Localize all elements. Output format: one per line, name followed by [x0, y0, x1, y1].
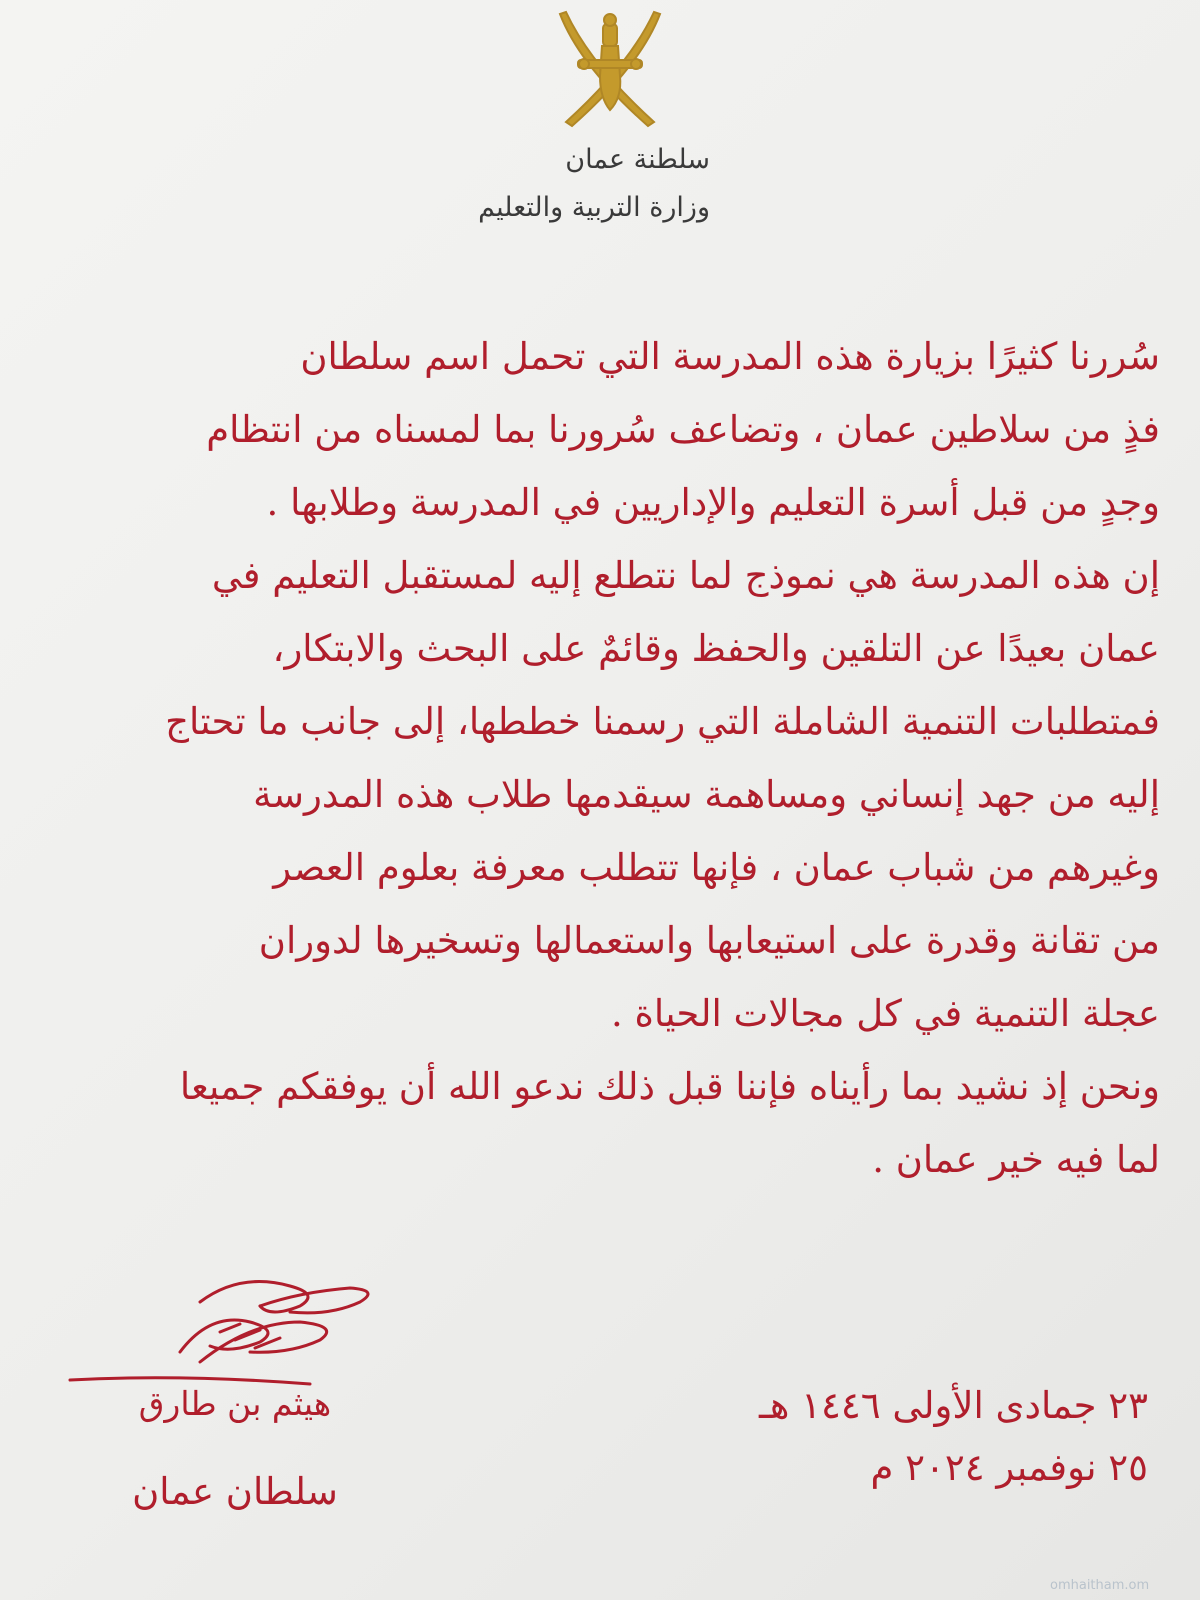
letter-line: عمان بعيدًا عن التلقين والحفظ وقائمٌ على البحث والابتكار،: [272, 627, 1160, 670]
oman-national-emblem-icon: [540, 6, 680, 134]
header-ministry: وزارة التربية والتعليم: [478, 192, 710, 223]
header-sultanate: سلطنة عمان: [565, 144, 710, 175]
letter-line: فمتطلبات التنمية الشاملة التي رسمنا خططها، إلى جانب ما تحتاج: [165, 700, 1160, 743]
date-hijri: ٢٣ جمادى الأولى ١٤٤٦ هـ: [759, 1384, 1148, 1427]
letter-body: [50, 320, 1160, 1196]
letter-line: سُررنا كثيرًا بزيارة هذه المدرسة التي تحمل اسم سلطان: [300, 335, 1160, 378]
letter-line: لما فيه خير عمان .: [872, 1138, 1160, 1181]
letter-line: وغيرهم من شباب عمان ، فإنها تتطلب معرفة بعلوم العصر: [273, 846, 1160, 889]
letter-line: فذٍ من سلاطين عمان ، وتضاعف سُرورنا بما لمسناه من انتظام: [206, 408, 1160, 451]
signer-name: هيثم بن طارق: [138, 1384, 332, 1423]
letter-line: من تقانة وقدرة على استيعابها واستعمالها وتسخيرها لدوران: [258, 919, 1160, 962]
letter-line: ونحن إذ نشيد بما رأيناه فإننا قبل ذلك ندعو الله أن يوفقكم جميعا: [179, 1065, 1160, 1108]
letter-line: وجدٍ من قبل أسرة التعليم والإداريين في المدرسة وطلابها .: [266, 481, 1160, 524]
letter-line: عجلة التنمية في كل مجالات الحياة .: [611, 992, 1160, 1035]
letter-line: إن هذه المدرسة هي نموذج لما نتطلع إليه لمستقبل التعليم في: [211, 554, 1160, 597]
signer-title: سلطان عمان: [132, 1470, 338, 1513]
date-gregorian: ٢٥ نوفمبر ٢٠٢٤ م: [870, 1446, 1148, 1489]
source-watermark: omhaitham.om: [1050, 1578, 1150, 1593]
letter-line: إليه من جهد إنساني ومساهمة سيقدمها طلاب هذه المدرسة: [253, 773, 1160, 816]
